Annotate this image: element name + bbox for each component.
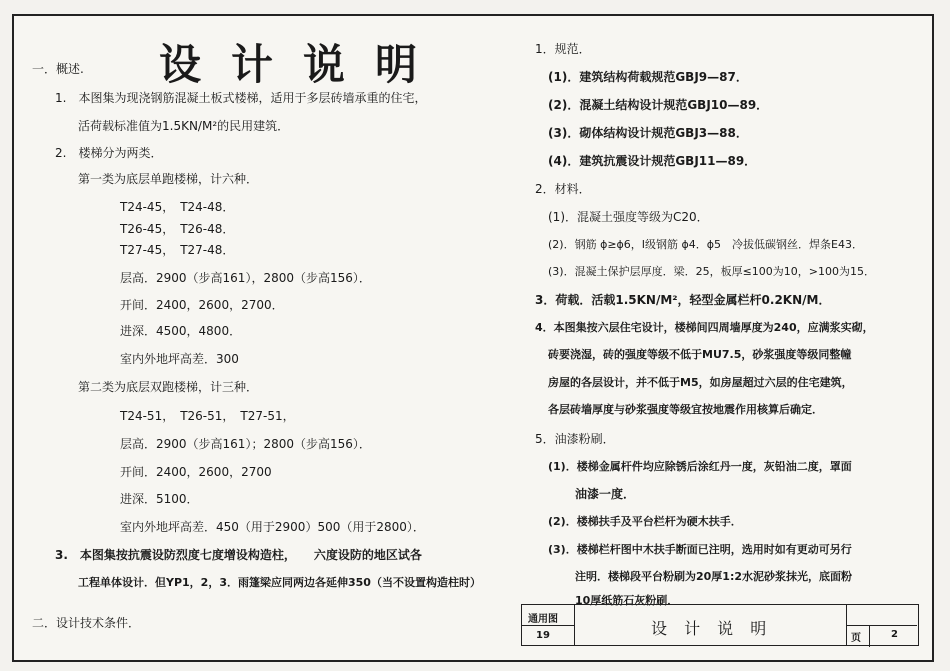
overview-item-3-line-2: 工程单体设计．但YP1，2，3．雨篷梁应同两边各延伸350（当不设置构造柱时） [78,576,481,589]
walls-line-4: 各层砖墙厚度与砂浆强度等级宜按地震作用核算后确定． [548,403,823,416]
type-one-level-diff: 室内外地坪高差．300 [120,352,239,366]
type-one-heading: 第一类为底层单跑楼梯，计六种． [78,172,259,186]
materials-heading: 2．材料． [535,182,591,196]
spec-item-2: (2)．混凝土结构设计规范GBJ10—89． [548,98,769,112]
type-one-models-3: T27-45， T27-48． [120,243,235,257]
page-title: 设计说明 [159,40,448,89]
title-block-page-cell [846,605,917,645]
walls-line-2: 砖要浇湿，砖的强度等级不低于MU7.5，砂浆强度等级同整幢 [548,348,852,361]
walls-line-3: 房屋的各层设计，并不低于M5，如房屋超过六层的住宅建筑， [548,376,853,389]
walls-line-1: 4．本图集按六层住宅设计，楼梯间四周墙厚度为240，应满浆实砌， [535,321,874,334]
spec-item-1: (1)．建筑结构荷载规范GBJ9—87． [548,70,748,84]
title-block-page-divider [847,625,917,626]
title-block-label-bottom: 19 [536,630,550,641]
overview-item-1-line-1: 1. 本图集为现浇钢筋混凝土板式楼梯，适用于多层砖墙承重的住宅， [55,91,427,105]
type-two-bay: 开间．2400，2600，2700 [120,465,272,479]
spec-heading: 1．规范． [535,42,591,56]
type-two-models: T24-51， T26-51， T27-51， [120,409,295,423]
materials-item-1: (1)．混凝土强度等级为C20． [548,210,709,224]
title-block-center-text: 设 计 说 明 [651,619,773,638]
type-two-heading: 第二类为底层双跑楼梯，计三种． [78,380,259,394]
finishes-item-3-line-2: 注明．楼梯段平台粉刷为20厚1:2水泥砂浆抹光，底面粉 [575,570,853,583]
type-one-bay: 开间．2400，2600，2700． [120,298,284,312]
finishes-item-1-line-1: (1)．楼梯金属杆件均应除锈后涂红丹一度，灰铅油二度，罩面 [548,460,852,473]
type-one-depth: 进深．4500，4800． [120,324,242,338]
type-one-models-2: T26-45， T26-48． [120,222,235,236]
type-two-depth: 进深．5100． [120,492,199,506]
title-block-page-sep [869,625,870,647]
type-two-floor-height: 层高．2900（步高161）；2800（步高156）． [120,437,371,451]
overview-item-1-line-2: 活荷载标准值为1.5KN/M²的民用建筑． [78,119,290,133]
finishes-item-2: (2)．楼梯扶手及平台栏杆为硬木扶手． [548,515,742,528]
section-heading-design-conditions: 二．设计技术条件． [32,616,141,630]
finishes-item-3-line-1: (3)．楼梯栏杆图中木扶手断面已注明，选用时如有更动可另行 [548,543,852,556]
section-heading-overview: 一．概述. [32,62,84,76]
overview-item-2: 2. 楼梯分为两类． [55,146,163,160]
title-block-center-cell [574,605,846,645]
spec-item-3: (3)．砌体结构设计规范GBJ3—88． [548,126,748,140]
materials-item-2: (2)．钢筋 ɸ≥ɸ6，Ⅰ级钢筋 ɸ4．ɸ5 冷拔低碳钢丝．焊条E43． [548,238,864,251]
materials-item-3: (3)．混凝土保护层厚度．梁．25，板厚≤100为10，>100为15． [548,265,875,278]
loads-item: 3．荷载．活载1.5KN/M²，轻型金属栏杆0.2KN/M． [535,293,831,307]
spec-item-4: (4)．建筑抗震设计规范GBJ11—89． [548,154,757,168]
title-block-label-cell [522,605,574,645]
finishes-item-1-line-2: 油漆一度． [575,487,636,501]
title-block [521,604,919,646]
finishes-heading: 5．油漆粉刷． [535,432,615,446]
type-one-models-1: T24-45， T24-48． [120,200,235,214]
finishes-item-3-line-3: 10厚纸筋石灰粉刷． [575,594,679,607]
title-block-page-number: 2 [891,629,898,640]
type-two-level-diff: 室内外地坪高差．450（用于2900）500（用于2800）． [120,520,425,534]
title-block-divider [522,625,574,626]
type-one-floor-height: 层高．2900（步高161），2800（步高156）． [120,271,371,285]
title-block-page-label: 页 [851,633,861,644]
title-block-label-top: 通用图 [528,614,558,625]
overview-item-3-line-1: 3. 本图集按抗震设防烈度七度增设构造柱， 六度设防的地区试各 [55,548,422,562]
